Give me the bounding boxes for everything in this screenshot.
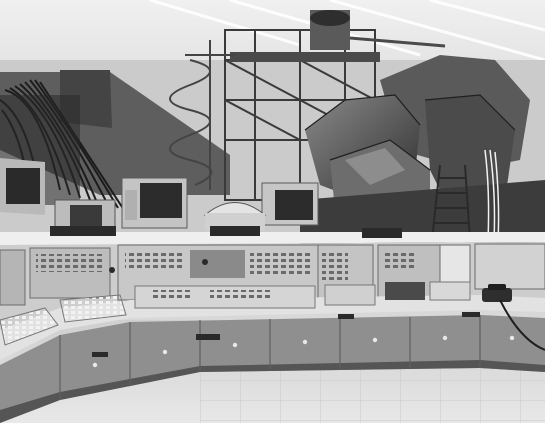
monitor-left [0,158,45,215]
console-nameplate-1 [50,226,116,236]
console-nameplate-2 [210,226,260,236]
monitor-center [262,183,318,225]
scaffold-top-cap [310,10,350,26]
monitor-center-left [122,178,187,228]
scaffold-deck [230,52,380,62]
console-nameplate-3 [362,228,402,238]
